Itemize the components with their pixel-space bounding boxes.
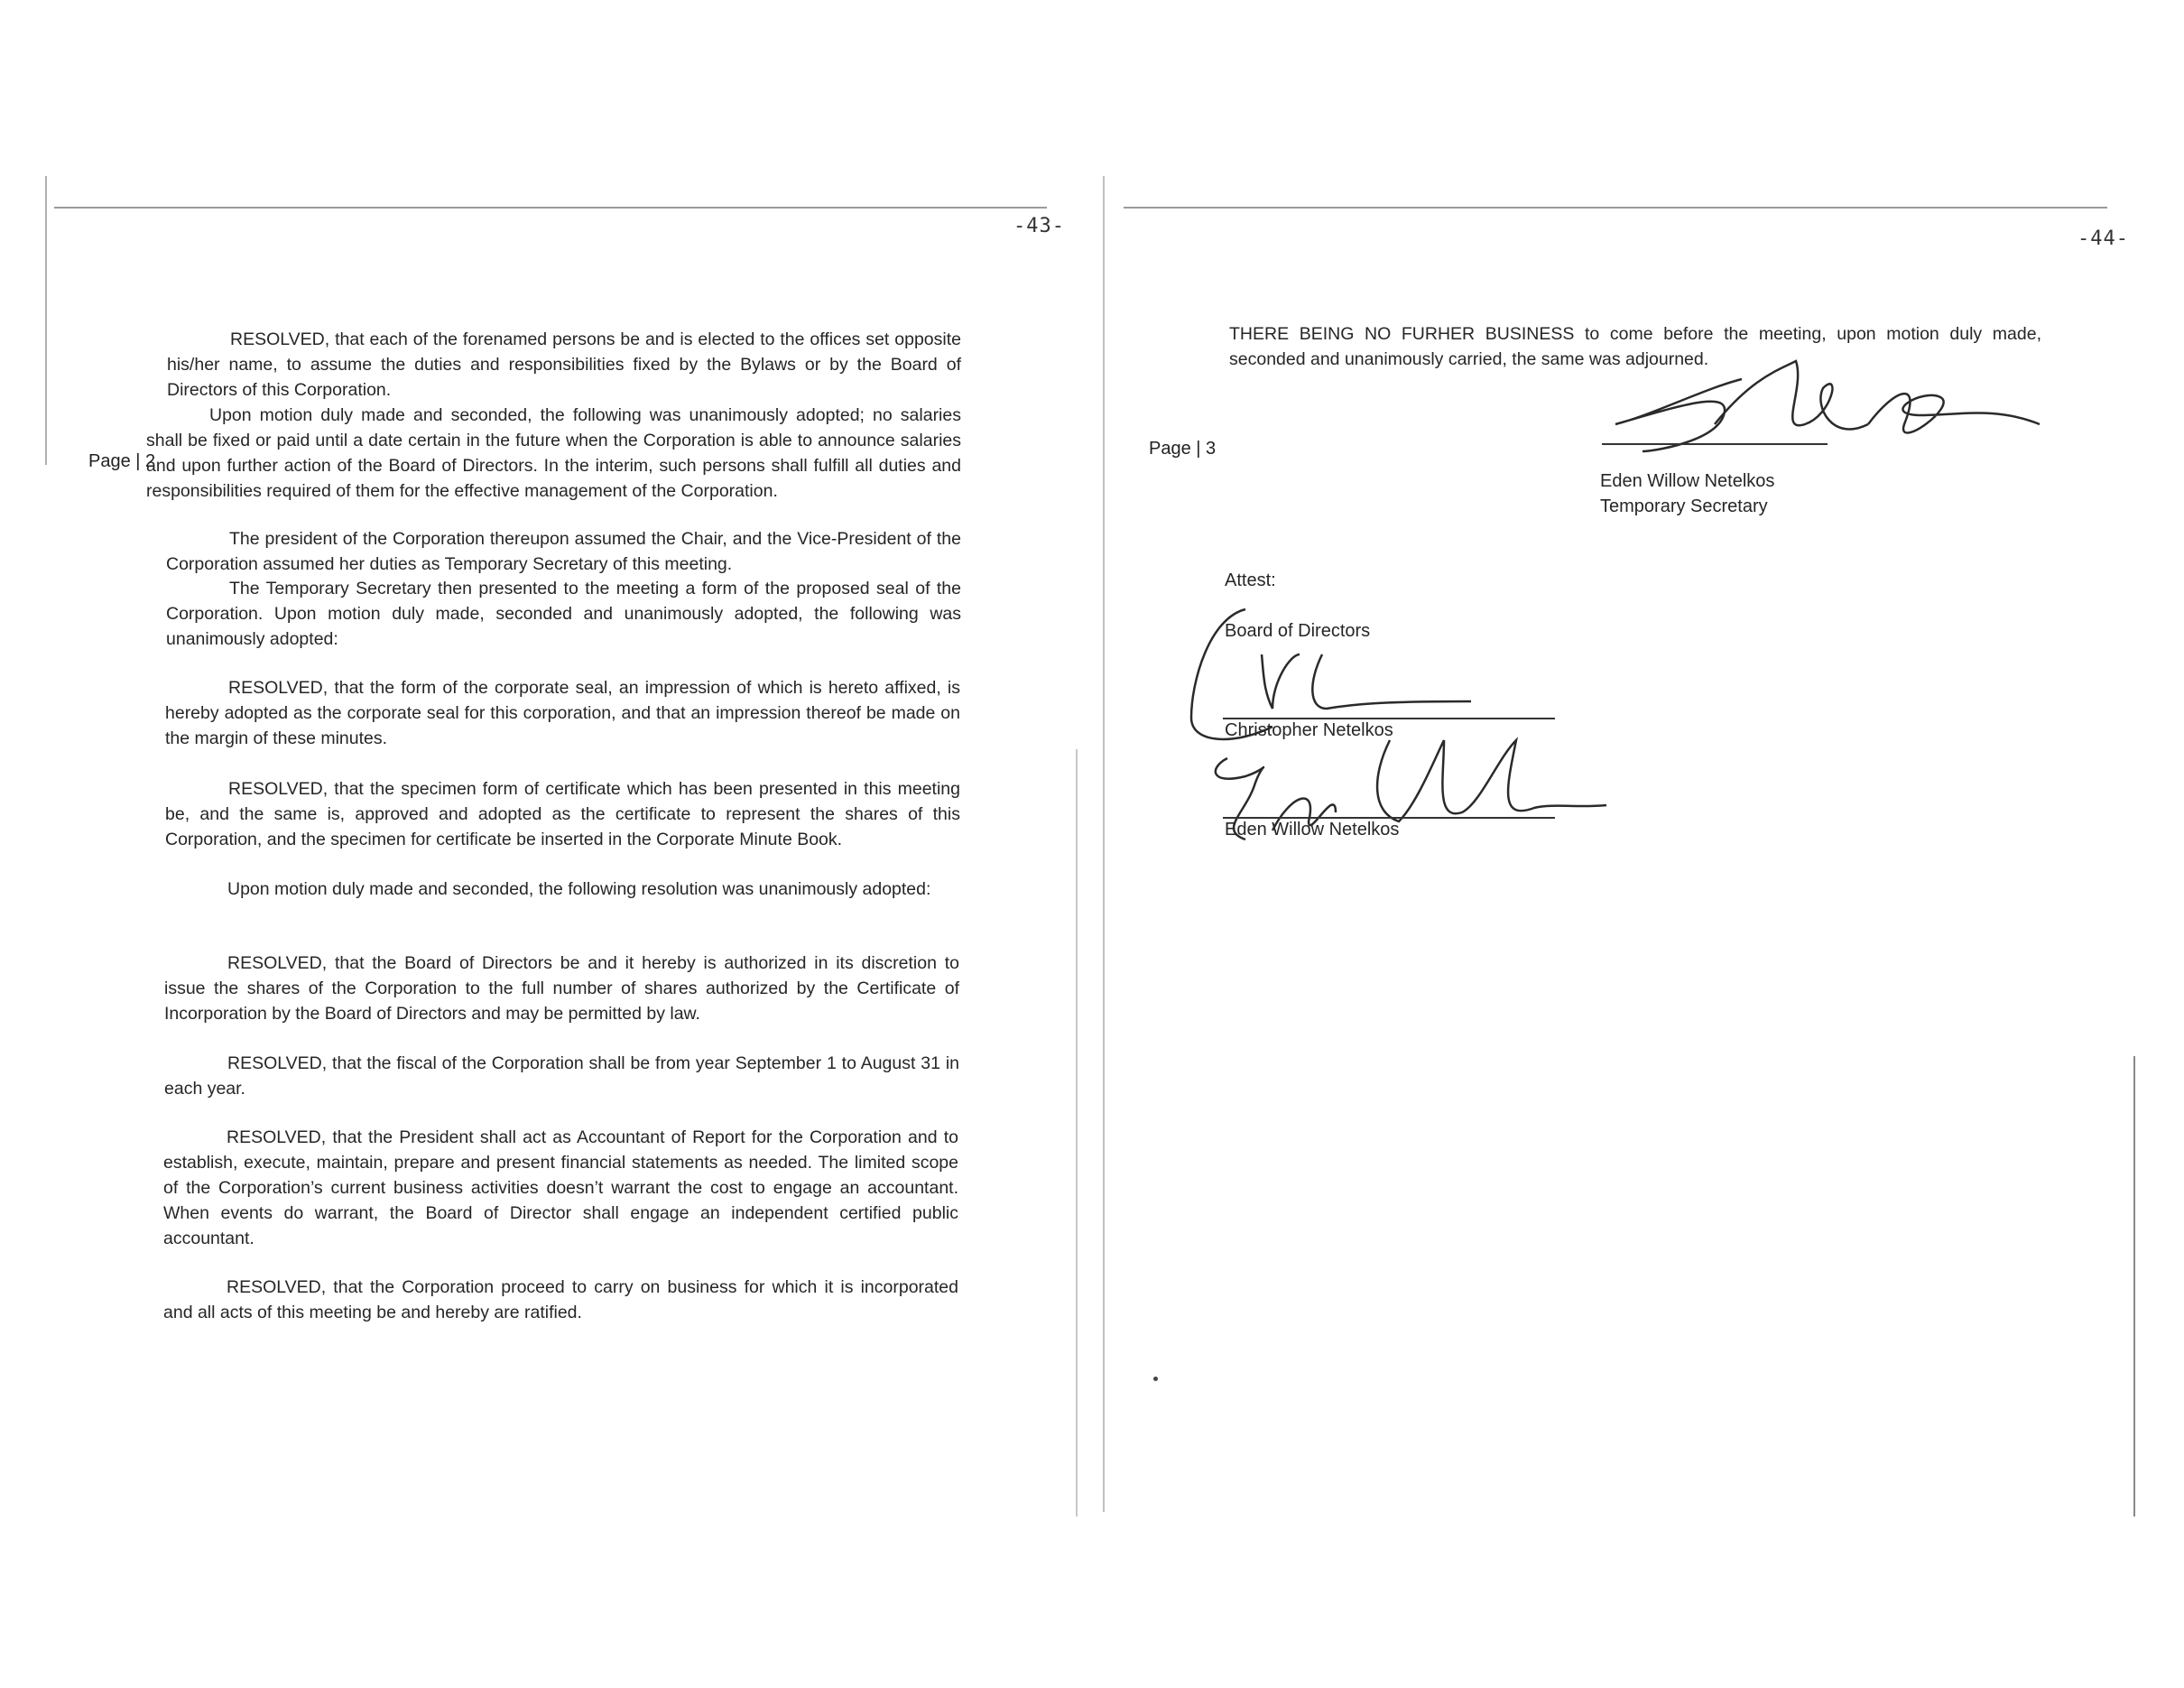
left-page-left-edge: [45, 176, 47, 465]
paragraph-motion: Upon motion duly made and seconded, the following resolution was unanimously adopted:: [227, 879, 931, 899]
board-of-directors-label: Board of Directors: [1225, 621, 1371, 641]
director-1-signature-line: [1223, 718, 1555, 719]
right-page-number: -44-: [2078, 227, 2129, 250]
left-page-top-rule: [54, 207, 1047, 209]
resolution-ratification: RESOLVED, that the Corporation proceed to carry on business for which it is incorporated and all acts of this meeting be and hereby are ratified.: [163, 1277, 958, 1322]
left-page-right-edge: [1076, 749, 1078, 1516]
resolution-corporate-seal: RESOLVED, that the form of the corporate seal, an impression of which is hereto affixed, is hereby adopted as the corporate seal for this corporation, and that an impression thereof be made on the margin of these minutes.: [165, 678, 960, 748]
secretary-name: Eden Willow Netelkos: [1600, 471, 1775, 491]
resolution-fiscal-year: RESOLVED, that the fiscal of the Corporation shall be from year September 1 to August 31 in each year.: [164, 1053, 959, 1099]
resolution-shares: RESOLVED, that the Board of Directors be and it hereby is authorized in its discretion to issue the shares of the Corporation to the full number of shares authorized by the Certificate of Incorporation by the Board of Directors and may be permitted by law.: [164, 953, 959, 1024]
secretary-signature-line: [1602, 443, 1828, 445]
paragraph-seal-presentation: The Temporary Secretary then presented to the meeting a form of the proposed seal of the Corporation. Upon motion duly made, seconded and unanimously adopted, the following was unanimously adopted:: [166, 579, 961, 649]
right-page-label: Page | 3: [1149, 439, 1217, 459]
closing-statement: THERE BEING NO FURHER BUSINESS to come before the meeting, upon motion duly made, seconded and unanimously carried, the same was adjourned.: [1229, 324, 2041, 369]
director-2-name: Eden Willow Netelkos: [1225, 820, 1400, 839]
attest-label: Attest:: [1225, 570, 1276, 590]
resolution-certificate: RESOLVED, that the specimen form of certificate which has been presented in this meeting be, and the same is, approved and adopted as the certificate to represent the shares of this Corporation, and the specimen for certificate be inserted in the Corporate Minute Book.: [165, 779, 960, 849]
resolution-officers: RESOLVED, that each of the forenamed persons be and is elected to the offices set opposite his/her name, to assume the duties and responsibilities fixed by the Bylaws or by the Board of Directors of this Corporation.: [167, 329, 961, 400]
director-1-name: Christopher Netelkos: [1225, 720, 1393, 740]
resolution-salaries: Upon motion duly made and seconded, the following was unanimously adopted; no salaries shall be fixed or paid until a date certain in the future when the Corporation is able to announce salaries and upon further action of the Board of Directors. In the interim, such persons shall fulfill all duties and responsibilities required of them for the effective management of the Corporation.: [146, 405, 961, 501]
left-page-number: -43-: [1013, 215, 1065, 237]
right-page-right-edge: [2133, 1056, 2135, 1516]
scan-speck: [1153, 1377, 1158, 1381]
right-page-left-edge: [1103, 176, 1105, 1512]
resolution-accountant: RESOLVED, that the President shall act as Accountant of Report for the Corporation and to establish, execute, maintain, prepare and present financial statements as needed. The limited scope of the Corporation’s current business activities doesn’t warrant the cost to engage an accountant. When events do warrant, the Board of Director shall engage an independent certified public accountant.: [163, 1127, 958, 1248]
secretary-title: Temporary Secretary: [1600, 496, 1768, 516]
left-page-label: Page | 2: [88, 451, 156, 471]
right-page-top-rule: [1124, 207, 2107, 209]
director-2-signature-line: [1223, 817, 1555, 819]
paragraph-chair: The president of the Corporation thereupon assumed the Chair, and the Vice-President of the Corporation assumed her duties as Temporary Secretary of this meeting.: [166, 529, 961, 574]
